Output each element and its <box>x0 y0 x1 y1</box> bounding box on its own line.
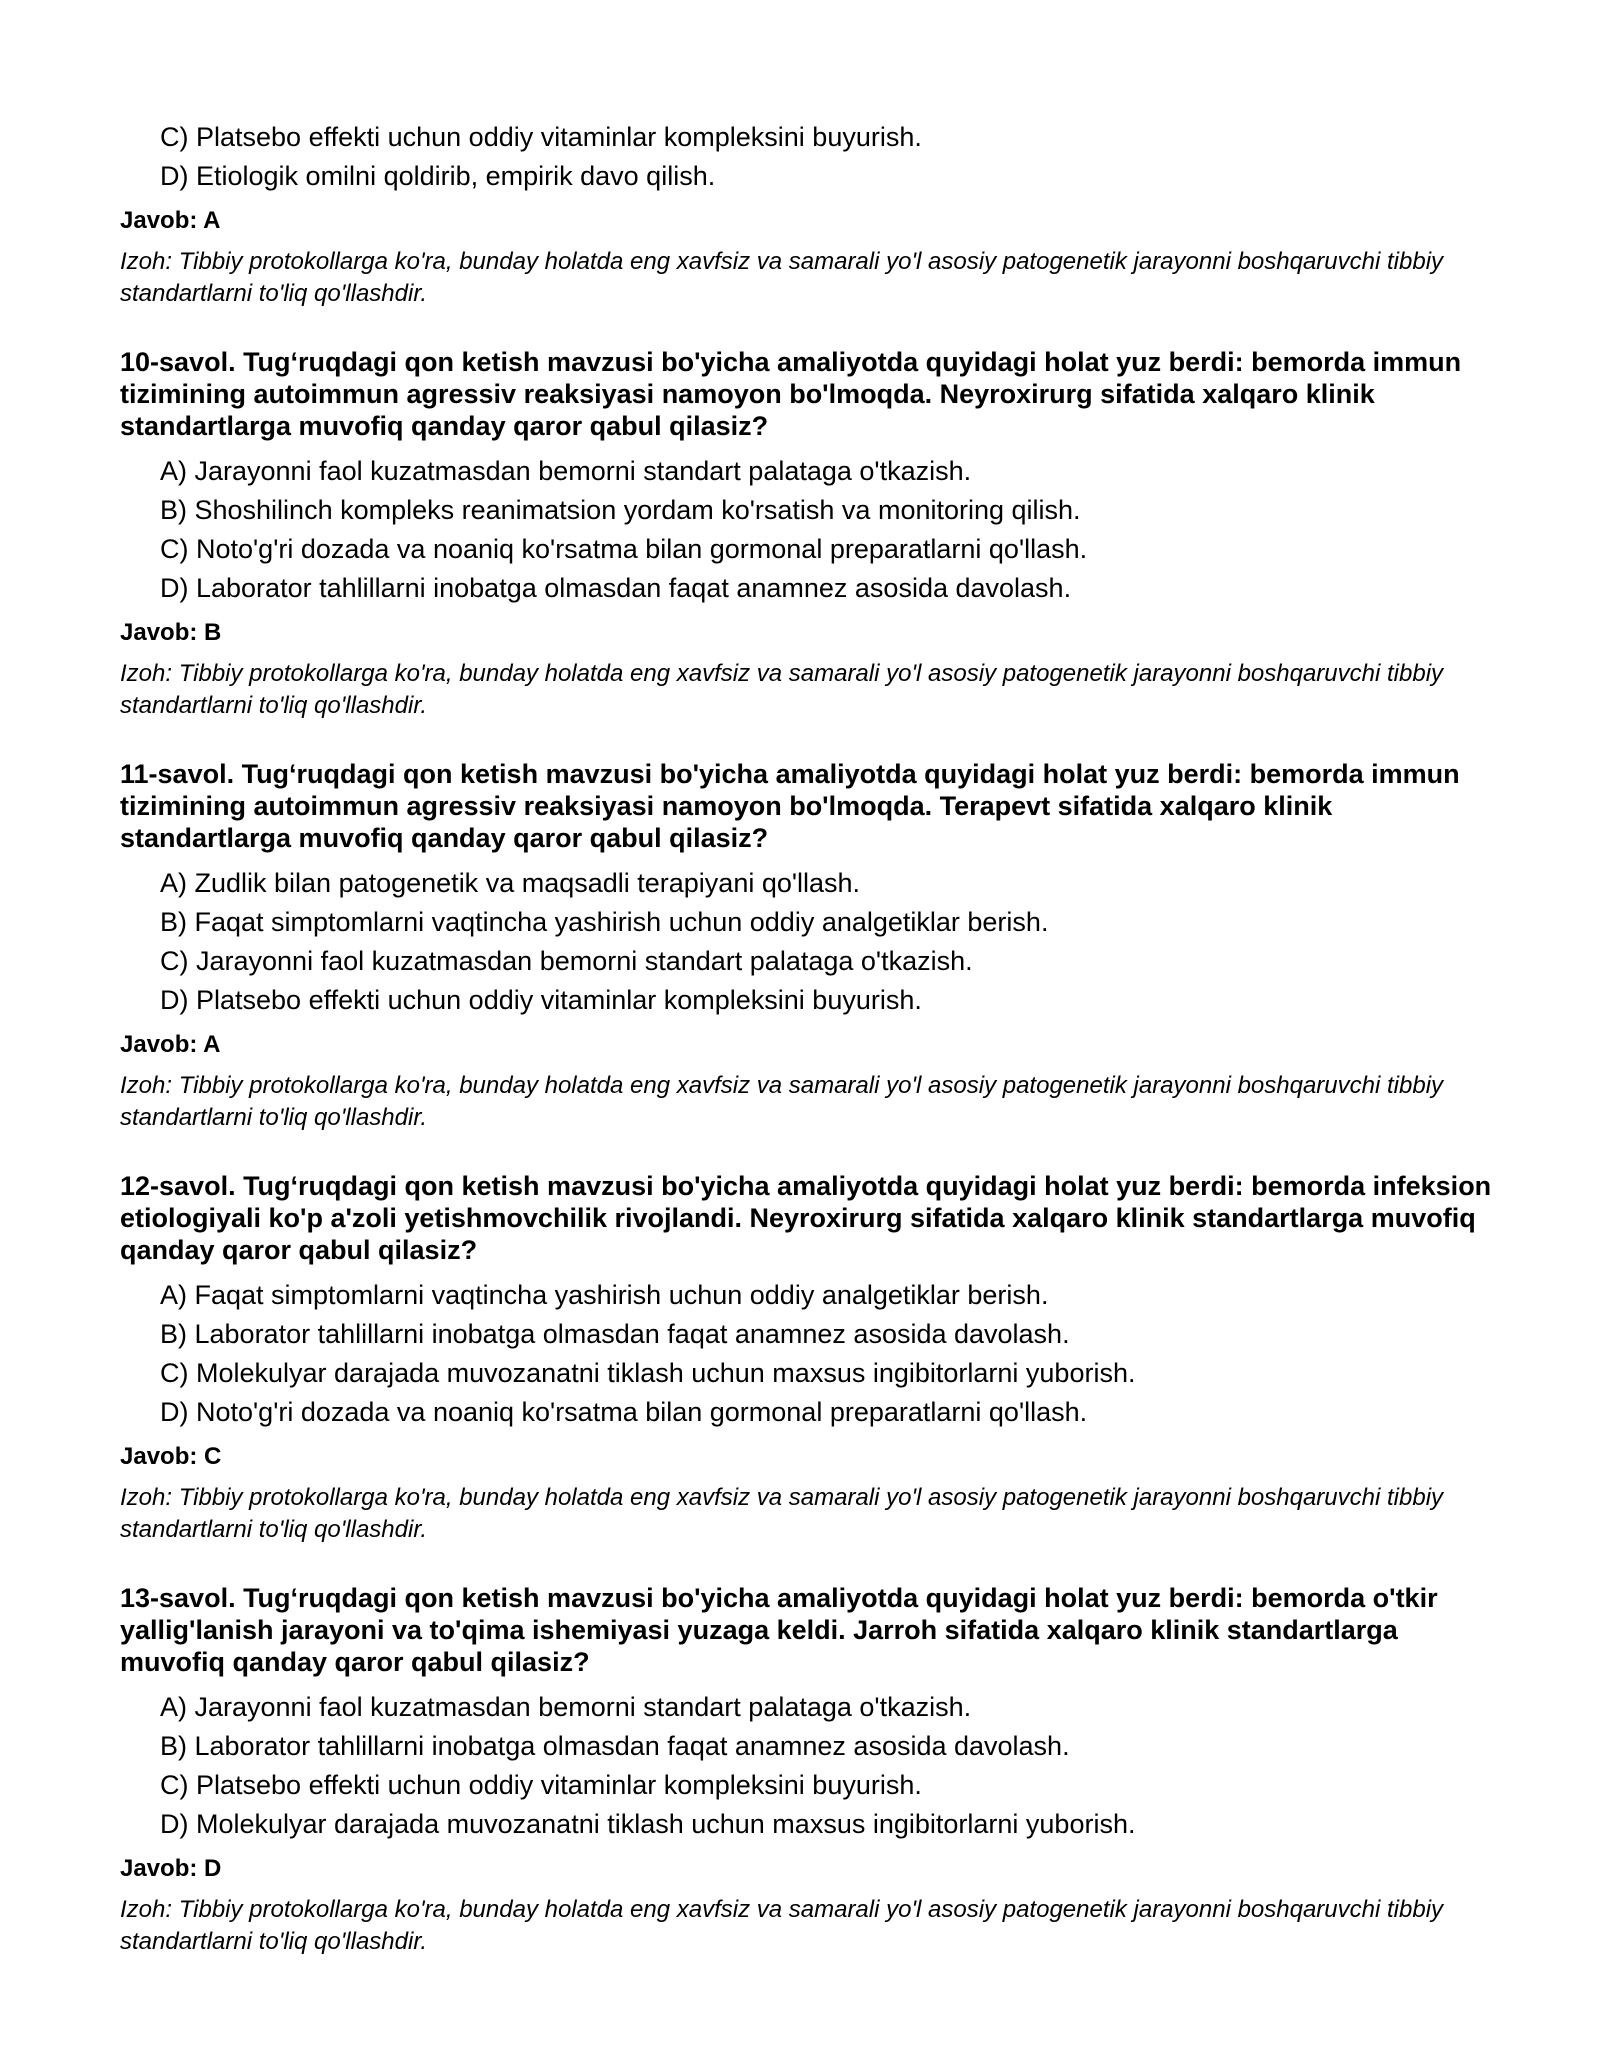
correct-answer: Javob: D <box>120 1855 222 1882</box>
explanation-note: Izoh: Tibbiy protokollarga ko'ra, bunday holatda eng xavfsiz va samarali yo'l asosiy patogenetik jarayonni boshqaruvchi tibbiy standartlarni to'liq qo'llashdir. <box>120 660 1444 719</box>
question-block-11 <box>120 758 1500 1134</box>
answer-option: C) Platsebo effekti uchun oddiy vitaminlar kompleksini buyurish. <box>160 122 922 152</box>
correct-answer: Javob: A <box>120 207 221 234</box>
question-block-13 <box>120 1582 1500 1958</box>
document-page <box>120 118 1500 1958</box>
answer-option: A) Faqat simptomlarni vaqtincha yashirish uchun oddiy analgetiklar berish. <box>160 1280 1049 1310</box>
answer-option: C) Jarayonni faol kuzatmasdan bemorni standart palataga o'tkazish. <box>160 946 973 976</box>
answer-option: C) Molekulyar darajada muvozanatni tiklash uchun maxsus ingibitorlarni yuborish. <box>160 1358 1136 1388</box>
answer-option: B) Shoshilinch kompleks reanimatsion yordam ko'rsatish va monitoring qilish. <box>160 495 1081 525</box>
question-text: 13-savol. Tug‘ruqdagi qon ketish mavzusi bo'yicha amaliyotda quyidagi holat yuz berdi: bemorda o'tkir yallig'lanish jarayoni va to'qima ishemiyasi yuzaga keldi. Jarroh sifatida xalqaro klinik standartlarga muvofiq qanday qaror qabul qilasiz? <box>120 1583 1438 1677</box>
answer-option: D) Etiologik omilni qoldirib, empirik davo qilish. <box>160 161 716 191</box>
explanation-note: Izoh: Tibbiy protokollarga ko'ra, bunday holatda eng xavfsiz va samarali yo'l asosiy patogenetik jarayonni boshqaruvchi tibbiy standartlarni to'liq qo'llashdir. <box>120 1896 1444 1955</box>
question-block-10 <box>120 346 1500 722</box>
explanation-note: Izoh: Tibbiy protokollarga ko'ra, bunday holatda eng xavfsiz va samarali yo'l asosiy patogenetik jarayonni boshqaruvchi tibbiy standartlarni to'liq qo'llashdir. <box>120 1484 1444 1543</box>
answer-option: B) Laborator tahlillarni inobatga olmasdan faqat anamnez asosida davolash. <box>160 1731 1070 1761</box>
correct-answer: Javob: A <box>120 1031 221 1058</box>
correct-answer: Javob: B <box>120 619 222 646</box>
correct-answer: Javob: C <box>120 1443 222 1470</box>
answer-option: D) Platsebo effekti uchun oddiy vitaminlar kompleksini buyurish. <box>160 985 922 1015</box>
answer-option: D) Laborator tahlillarni inobatga olmasdan faqat anamnez asosida davolash. <box>160 573 1072 603</box>
answer-option: D) Noto'g'ri dozada va noaniq ko'rsatma bilan gormonal preparatlarni qo'llash. <box>160 1397 1088 1427</box>
explanation-note: Izoh: Tibbiy protokollarga ko'ra, bunday holatda eng xavfsiz va samarali yo'l asosiy patogenetik jarayonni boshqaruvchi tibbiy standartlarni to'liq qo'llashdir. <box>120 1072 1444 1131</box>
carryover-block <box>120 118 1500 310</box>
answer-option: B) Laborator tahlillarni inobatga olmasdan faqat anamnez asosida davolash. <box>160 1319 1070 1349</box>
answer-option: C) Noto'g'ri dozada va noaniq ko'rsatma bilan gormonal preparatlarni qo'llash. <box>160 534 1088 564</box>
question-text: 11-savol. Tug‘ruqdagi qon ketish mavzusi bo'yicha amaliyotda quyidagi holat yuz berdi: bemorda immun tizimining autoimmun agressiv reaksiyasi namoyon bo'lmoqda. Terapevt sifatida xalqaro klinik standartlarga muvofiq qanday qaror qabul qilasiz? <box>120 759 1460 853</box>
answer-option: C) Platsebo effekti uchun oddiy vitaminlar kompleksini buyurish. <box>160 1770 922 1800</box>
question-block-12 <box>120 1170 1500 1546</box>
question-text: 10-savol. Tug‘ruqdagi qon ketish mavzusi bo'yicha amaliyotda quyidagi holat yuz berdi: bemorda immun tizimining autoimmun agressiv reaksiyasi namoyon bo'lmoqda. Neyroxirurg sifatida xalqaro klinik standartlarga muvofiq qanday qaror qabul qilasiz? <box>120 347 1462 441</box>
question-text: 12-savol. Tug‘ruqdagi qon ketish mavzusi bo'yicha amaliyotda quyidagi holat yuz berdi: bemorda infeksion etiologiyali ko'p a'zoli yetishmovchilik rivojlandi. Neyroxirurg sifatida xalqaro klinik standartlarga muvofiq qanday qaror qabul qilasiz? <box>120 1171 1492 1265</box>
answer-option: B) Faqat simptomlarni vaqtincha yashirish uchun oddiy analgetiklar berish. <box>160 907 1049 937</box>
answer-option: A) Jarayonni faol kuzatmasdan bemorni standart palataga o'tkazish. <box>160 456 972 486</box>
answer-option: A) Zudlik bilan patogenetik va maqsadli terapiyani qo'llash. <box>160 868 861 898</box>
explanation-note: Izoh: Tibbiy protokollarga ko'ra, bunday holatda eng xavfsiz va samarali yo'l asosiy patogenetik jarayonni boshqaruvchi tibbiy standartlarni to'liq qo'llashdir. <box>120 248 1444 307</box>
answer-option: D) Molekulyar darajada muvozanatni tiklash uchun maxsus ingibitorlarni yuborish. <box>160 1809 1136 1839</box>
answer-option: A) Jarayonni faol kuzatmasdan bemorni standart palataga o'tkazish. <box>160 1692 972 1722</box>
